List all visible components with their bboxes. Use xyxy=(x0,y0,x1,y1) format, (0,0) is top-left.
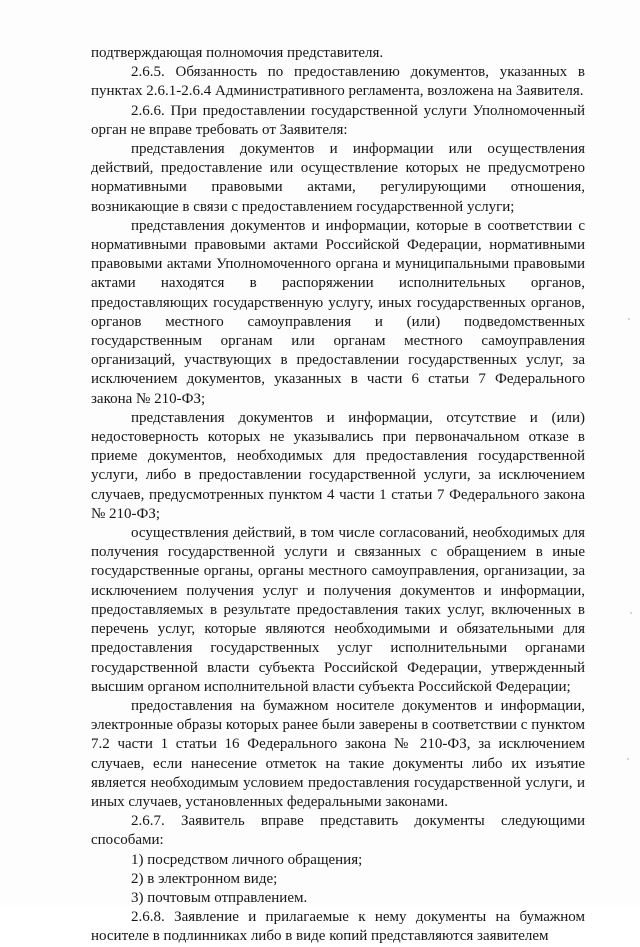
document-body xyxy=(91,44,585,947)
scan-speck xyxy=(628,318,630,320)
paragraph-2-6-7: 2.6.7. Заявитель вправе представить документы следующими способами: xyxy=(91,813,585,849)
list-item-postal: 3) почтовым отправлением. xyxy=(131,889,308,906)
paragraph-2-6-5: 2.6.5. Обязанность по предоставлению документов, указанных в пунктах 2.6.1-2.6.4 Административного регламента, возложена на Заявителя. xyxy=(91,64,585,100)
scan-edge-marks xyxy=(622,0,640,905)
paragraph-item-unreliable-documents: представления документов и информации, отсутствие и (или) недостоверность которых не указывались при первоначальном отказе в приеме документов, необходимых для предоставления государственной услуги, либо в предоставлении государственной услуги, за исключением случаев, предусмотренных пунктом 4 части 1 статьи 7 Федерального закона № 210-ФЗ; xyxy=(91,409,585,522)
paragraph-item-approvals: осуществления действий, в том числе согласований, необходимых для получения государственной услуги и связанных с обращением в иные государственные органы, органы местного самоуправления, организации, за исключением получения услуг и получения документов и информации, предоставляемых в результате предоставления таких услуг, включенных в перечень услуг, которые являются необходимыми и обязательными для предоставления государственных услуг исполнительными органами государственной власти субъекта Российской Федерации, утвержденный высшим органом исполнительной власти субъекта Российской Федерации; xyxy=(91,525,585,695)
paragraph-item-paper-documents: предоставления на бумажном носителе документов и информации, электронные образы которых ранее были заверены в соответствии с пунктом 7.2 части 1 статьи 16 Федерального закона № 210-ФЗ, за исключением случаев, если нанесение отметок на такие документы либо их изъятие является необходимым условием предоставления государственной услуги, и иных случаев, установленных федеральными законами. xyxy=(91,697,585,810)
paragraph-item-actions-not-required: представления документов и информации или осуществления действий, предоставление или осуществление которых не предусмотрено нормативными правовыми актами, регулирующими отношения, возникающие в связи с предоставлением государственной услуги; xyxy=(91,141,585,215)
paragraph-item-documents-in-possession: представления документов и информации, которые в соответствии с нормативными правовыми актами Российской Федерации, нормативными правовыми актами Уполномоченного органа и муниципальными правовыми актами находятся в распоряжении исполнительных органов, предоставляющих государственную услугу, иных государственных органов, органов местного самоуправления и (или) подведомственных государственным органам или органам местного самоуправления организаций, участвующих в предоставлении государственных услуг, за исключением документов, указанных в части 6 статьи 7 Федерального закона № 210-ФЗ; xyxy=(91,217,585,407)
scan-speck xyxy=(627,758,629,760)
paragraph-2-6-8: 2.6.8. Заявление и прилагаемые к нему документы на бумажном носителе в подлинниках либо в виде копий представляются заявителем xyxy=(91,909,585,945)
paragraph-representative-authority: подтверждающая полномочия представителя. xyxy=(91,45,384,61)
list-item-personal-visit: 1) посредством личного обращения; xyxy=(131,851,363,868)
paragraph-2-6-6: 2.6.6. При предоставлении государственной услуги Уполномоченный орган не вправе требовать от Заявителя: xyxy=(91,102,585,138)
scan-speck xyxy=(630,612,632,614)
list-item-electronic: 2) в электронном виде; xyxy=(131,870,278,887)
